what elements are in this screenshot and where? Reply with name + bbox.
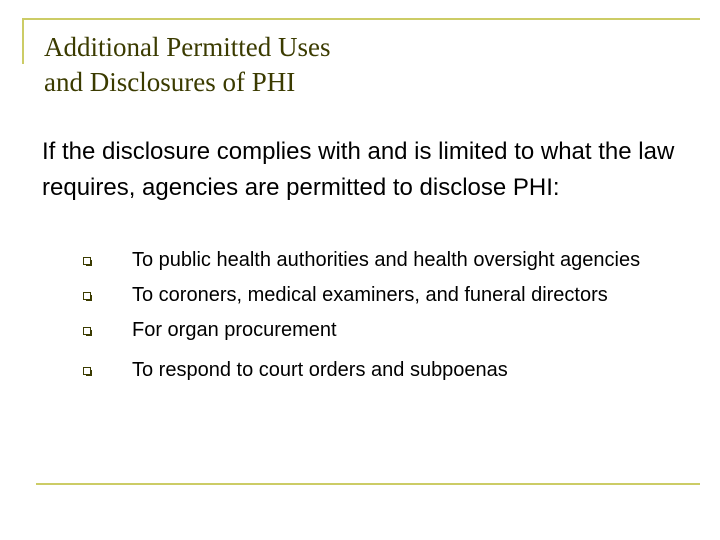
bullet-item-coroners [72, 283, 692, 308]
square-box-icon [83, 257, 91, 265]
bullet-text: To public health authorities and health oversight agencies [132, 249, 641, 271]
slide-title-line-1: Additional Permitted Uses [44, 32, 331, 62]
square-box-icon [83, 292, 91, 300]
bullet-text: To coroners, medical examiners, and funeral directors [132, 284, 608, 306]
bullet-item-public-health [72, 248, 692, 273]
bullet-list [72, 248, 692, 393]
left-rule [22, 18, 24, 64]
square-box-icon [83, 327, 91, 335]
bottom-rule [36, 483, 700, 485]
bullet-item-court-orders [72, 358, 692, 383]
bullet-text: For organ procurement [132, 319, 337, 341]
bullet-text: To respond to court orders and subpoenas [132, 359, 508, 381]
slide-title-line-2: and Disclosures of PHI [44, 67, 296, 97]
slide-title [44, 30, 684, 100]
top-rule [22, 18, 700, 20]
bullet-item-organ-procurement [72, 318, 692, 343]
intro-text: If the disclosure complies with and is limited to what the law requires, agencies are permitted to disclose PHI: [42, 138, 675, 201]
square-box-icon [83, 367, 91, 375]
